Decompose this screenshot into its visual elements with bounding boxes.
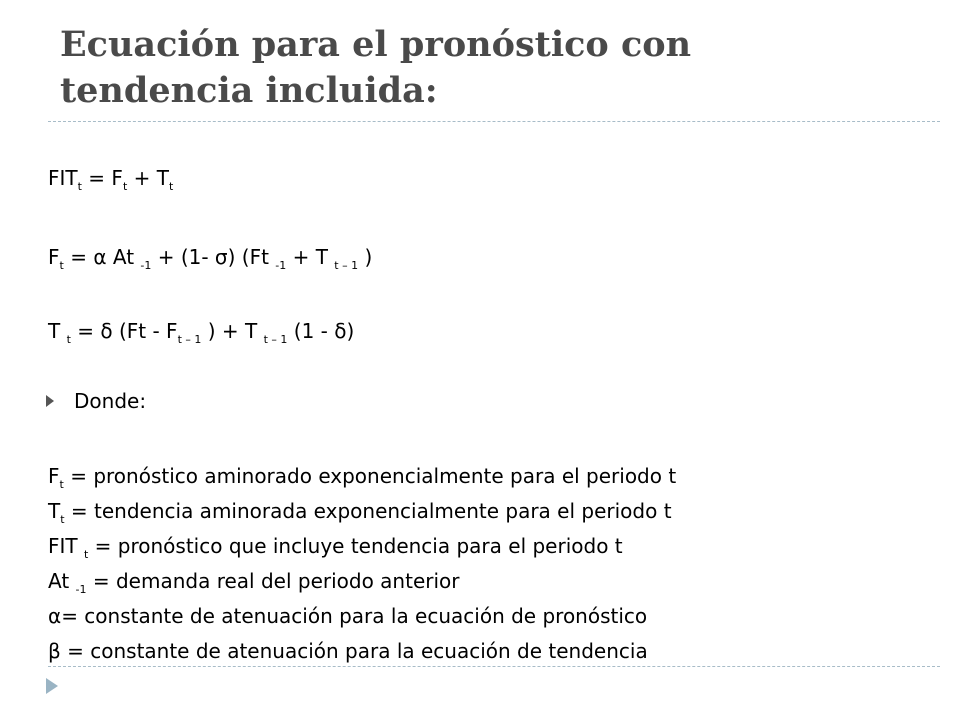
definition-symbol: β (48, 639, 61, 663)
eq-subscript: -1 (140, 259, 152, 272)
definition-text: = constante de atenuación para la ecuación de pronóstico (61, 604, 648, 628)
eq-subscript: t (122, 180, 128, 193)
eq-text: T (48, 319, 67, 343)
triangle-bullet-icon (46, 395, 54, 407)
definition-text: = pronóstico aminorado exponencialmente para el periodo t (63, 464, 677, 488)
eq-subscript: -1 (275, 259, 287, 272)
eq-subscript: t (168, 180, 174, 193)
definition-subscript: t (83, 548, 89, 561)
equation-trend (48, 319, 354, 347)
definitions-list (48, 458, 676, 669)
eq-subscript: t (59, 259, 64, 272)
definition-symbol: T (48, 499, 61, 523)
footer-divider (48, 666, 940, 667)
bullet-label: Donde: (74, 389, 147, 413)
eq-subscript: t – 1 (334, 259, 359, 272)
eq-text: = F (81, 166, 123, 190)
eq-subscript: t (66, 333, 71, 346)
eq-text: FIT (48, 166, 78, 190)
definition-item (48, 494, 676, 529)
definition-text: = tendencia aminorada exponencialmente para el periodo t (64, 499, 672, 523)
definition-item (48, 458, 676, 494)
definition-text: = constante de atenuación para la ecuación de tendencia (60, 639, 648, 663)
eq-text: ) (358, 245, 373, 269)
eq-text: = δ (Ft - F (70, 319, 178, 343)
definition-symbol: FIT (48, 534, 84, 558)
title-line-2: tendencia incluida: (60, 70, 438, 111)
definition-text: = pronóstico que incluye tendencia para el periodo t (88, 534, 623, 558)
triangle-corner-icon (46, 678, 58, 694)
definition-item (48, 599, 676, 634)
definition-item (48, 529, 676, 564)
title-line-1: Ecuación para el pronóstico con (60, 24, 692, 65)
eq-subscript: t – 1 (177, 333, 202, 346)
eq-subscript: t – 1 (263, 333, 288, 346)
equation-forecast (48, 245, 372, 273)
eq-text: (1 - δ) (287, 319, 355, 343)
definition-subscript: t (59, 478, 64, 491)
eq-text: = α At (63, 245, 141, 269)
definition-symbol: At (48, 569, 76, 593)
definition-item (48, 564, 676, 599)
eq-text: F (48, 245, 60, 269)
definition-symbol: F (48, 464, 60, 488)
eq-text: ) + T (201, 319, 264, 343)
bullet-donde (46, 389, 146, 413)
eq-text: + T (127, 166, 169, 190)
definition-subscript: t (60, 513, 65, 526)
eq-text: + T (286, 245, 335, 269)
definition-text: = demanda real del periodo anterior (86, 569, 460, 593)
eq-text: + (1- σ) (Ft (151, 245, 276, 269)
title-divider (48, 121, 940, 122)
definition-symbol: α (48, 604, 62, 628)
slide-title (60, 22, 920, 114)
eq-subscript: t (77, 180, 82, 193)
definition-item (48, 634, 676, 669)
definition-subscript: -1 (75, 583, 87, 596)
equation-fit (48, 166, 173, 194)
